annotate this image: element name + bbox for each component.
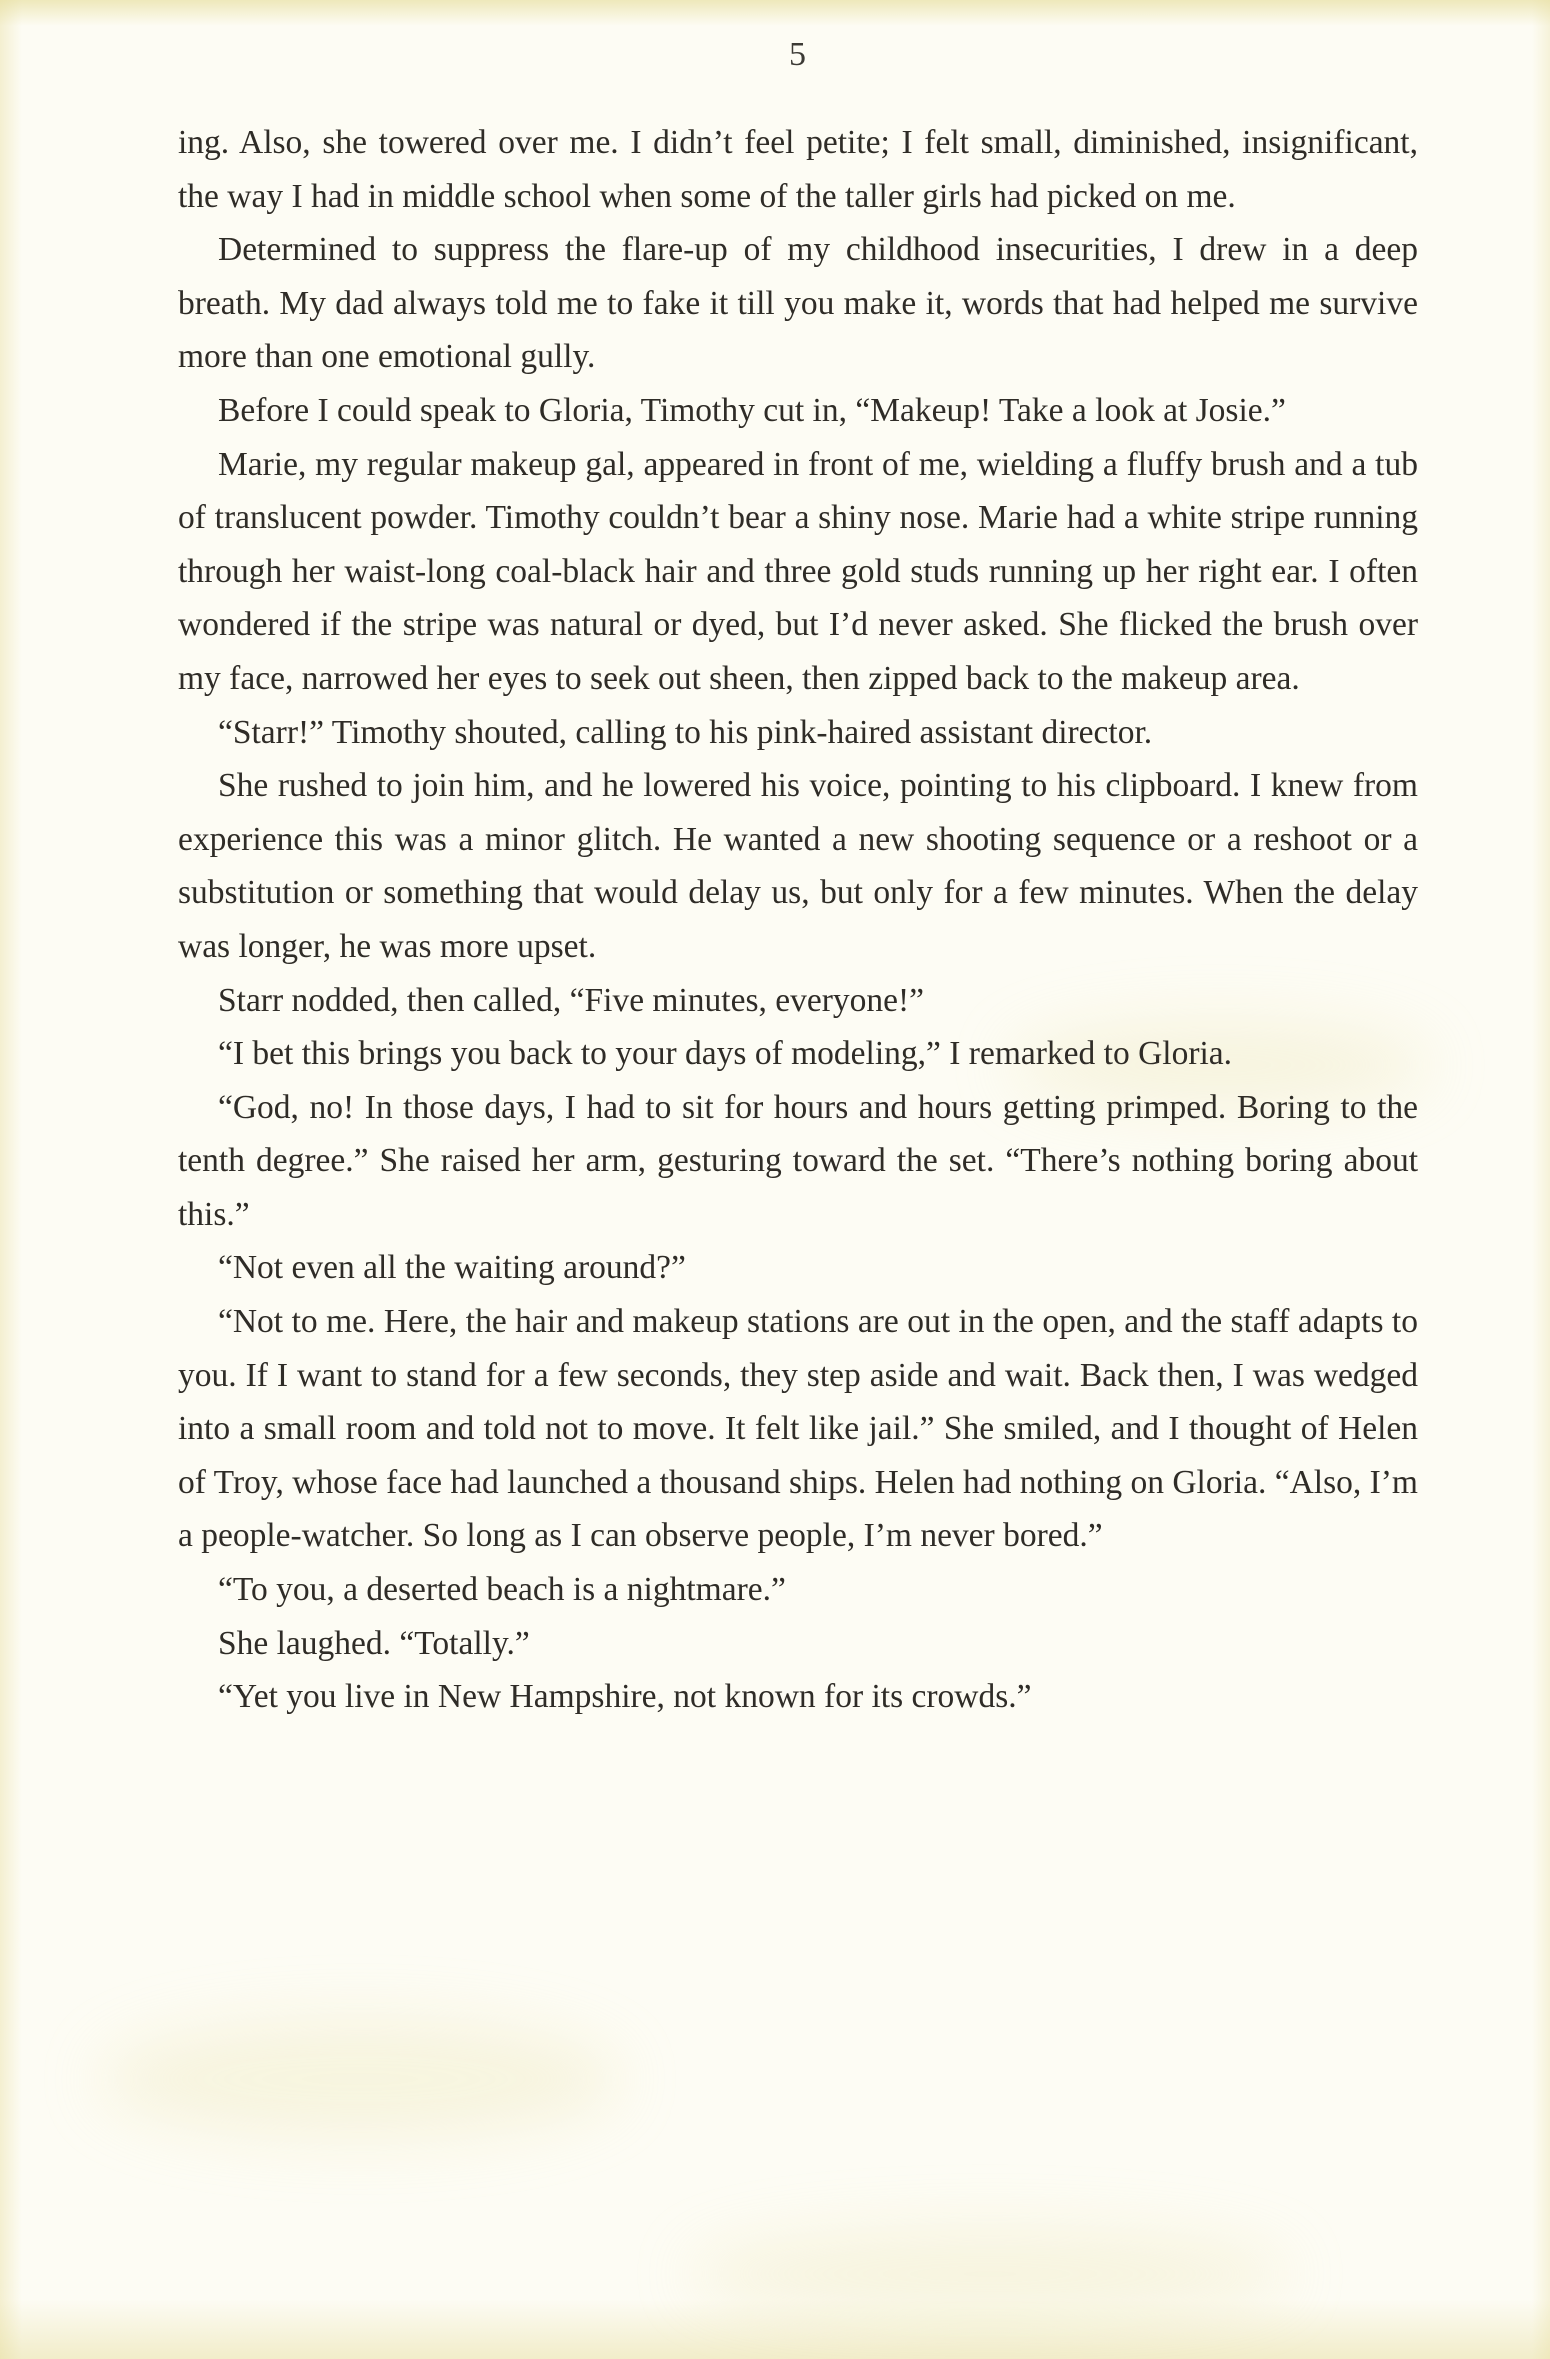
paragraph: “God, no! In those days, I had to sit for hours and hours getting primped. Boring to the tenth degree.” She raised her arm, gesturing toward the set. “There’s nothing boring about this.” [178,1088,1418,1233]
paragraph: She laughed. “Totally.” [218,1624,530,1662]
paragraph: She rushed to join him, and he lowered his voice, pointing to his clipboard. I knew from experience this was a minor glitch. He wanted a new shooting sequence or a reshoot or a substitution or something that would delay us, but only for a few minutes. When the delay was longer, he was more upset. [178,767,1418,965]
scan-artifact-left [0,0,22,2359]
scan-artifact-right [1532,0,1550,2359]
page-text [178,116,1418,1724]
paragraph: “Not to me. Here, the hair and makeup stations are out in the open, and the staff adapts to you. If I want to stand for a few seconds, they step aside and wait. Back then, I was wedged into a small room and told not to move. It felt like jail.” She smiled, and I thought of Helen of Troy, whose face had launched a thousand ships. Helen had nothing on Gloria. “Also, I’m a people-watcher. So long as I can observe people, I’m never bored.” [178,1303,1418,1555]
paragraph: “I bet this brings you back to your days of modeling,” I remarked to Gloria. [218,1035,1233,1073]
paragraph: “To you, a deserted beach is a nightmare.” [218,1571,786,1609]
paragraph: Determined to suppress the flare-up of my childhood insecurities, I drew in a deep breath. My dad always told me to fake it till you make it, words that had helped me survive more than one emotional gully. [178,231,1418,376]
paragraph: “Yet you live in New Hampshire, not known for its crowds.” [218,1678,1032,1716]
paragraph: “Not even all the waiting around?” [218,1249,686,1287]
scan-artifact-bottom [0,2299,1550,2359]
paragraph: Before I could speak to Gloria, Timothy cut in, “Makeup! Take a look at Josie.” [218,391,1286,429]
page-number: 5 [789,36,807,73]
paragraph: Starr nodded, then called, “Five minutes, everyone!” [218,981,925,1019]
scan-artifact-blotch [100,2019,620,2139]
scan-artifact-blotch [690,2229,1290,2319]
paragraph: “Starr!” Timothy shouted, calling to his pink-haired assistant director. [218,713,1153,751]
book-page [178,0,1418,1724]
paragraph: Marie, my regular makeup gal, appeared in front of me, wielding a fluffy brush and a tub of translucent powder. Timothy couldn’t bear a shiny nose. Marie had a white stripe running through her waist-long coal-black hair and three gold studs running up her right ear. I often wondered if the stripe was natural or dyed, but I’d never asked. She flicked the brush over my face, narrowed her eyes to seek out sheen, then zipped back to the makeup area. [178,445,1418,697]
paragraph: ing. Also, she towered over me. I didn’t feel petite; I felt small, diminished, insignificant, the way I had in middle school when some of the taller girls had picked on me. [178,124,1418,215]
